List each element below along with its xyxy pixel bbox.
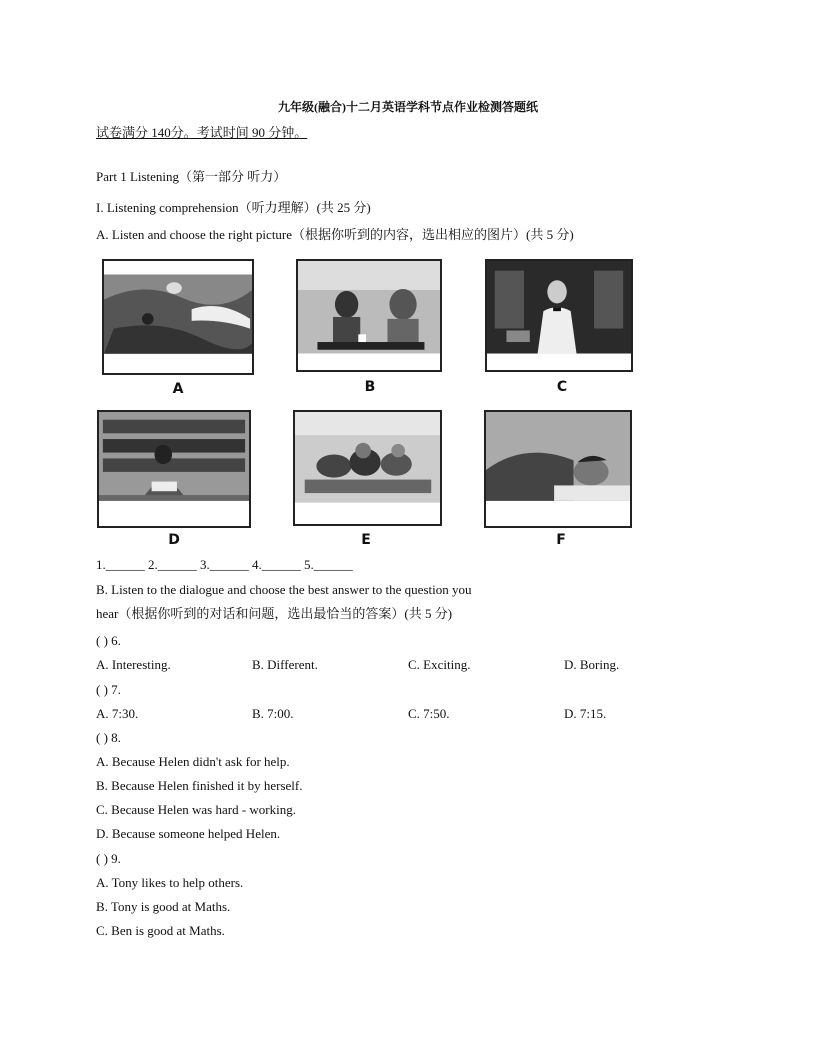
part-heading: Part 1 Listening（第一部分 听力）	[96, 169, 287, 184]
option: D. Because someone helped Helen.	[96, 826, 281, 841]
option: B. Different.	[252, 657, 318, 672]
option: B. Because Helen finished it by herself.	[96, 778, 303, 793]
two-women-cafe-icon	[296, 259, 442, 372]
question-stem: ( ) 7.	[96, 682, 121, 697]
waiter-icon	[485, 259, 633, 372]
picture-label-a: A	[172, 381, 184, 397]
question-stem: ( ) 6.	[96, 633, 121, 648]
section-b-instruction: B. Listen to the dialogue and choose the best answer to the question you	[96, 582, 472, 597]
page-title: 九年级(融合)十二月英语学科节点作业检测答题纸	[278, 100, 538, 114]
option: B. 7:00.	[252, 706, 294, 721]
picture-label-e: E	[361, 532, 371, 548]
picture-label-c: C	[556, 379, 568, 395]
option: A. Because Helen didn't ask for help.	[96, 754, 290, 769]
picture-label-b: B	[364, 379, 376, 395]
ocean-ship-icon	[102, 259, 254, 375]
option: C. 7:50.	[408, 706, 450, 721]
man-sleeping-icon	[484, 410, 632, 528]
section-a-instruction: A. Listen and choose the right picture（根据你听到的内容，选出相应的图片）(共 5 分)	[96, 227, 574, 242]
option: D. Boring.	[564, 657, 620, 672]
option: C. Because Helen was hard - working.	[96, 802, 296, 817]
answer-blanks: 1.______ 2.______ 3.______ 4.______ 5.______	[96, 557, 353, 572]
option: D. 7:15.	[564, 706, 607, 721]
option: A. Interesting.	[96, 657, 171, 672]
section-b-instruction-cont: hear（根据你听到的对话和问题，选出最恰当的答案）(共 5 分)	[96, 606, 453, 621]
girl-reading-library-icon	[97, 410, 251, 528]
option: A. Tony likes to help others.	[96, 875, 244, 890]
option: C. Exciting.	[408, 657, 471, 672]
picture-label-f: F	[556, 532, 566, 548]
question-stem: ( ) 8.	[96, 730, 121, 745]
group-lying-down-icon	[293, 410, 442, 526]
option: C. Ben is good at Maths.	[96, 923, 225, 938]
picture-label-d: D	[168, 532, 180, 548]
option: B. Tony is good at Maths.	[96, 899, 231, 914]
question-stem: ( ) 9.	[96, 851, 121, 866]
exam-note: 试卷满分 140分。考试时间 90 分钟。	[96, 125, 308, 140]
option: A. 7:30.	[96, 706, 139, 721]
section-heading: I. Listening comprehension（听力理解）(共 25 分)	[96, 200, 371, 215]
